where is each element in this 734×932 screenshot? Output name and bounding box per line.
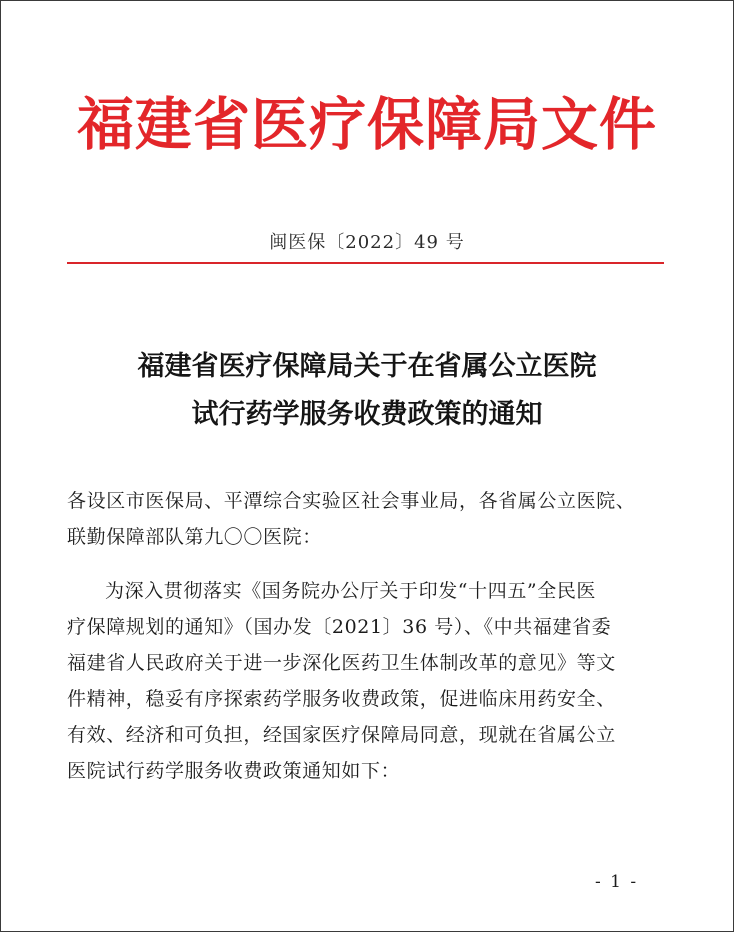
salutation xyxy=(67,483,667,555)
page-number: - 1 - xyxy=(595,872,639,892)
document-title xyxy=(1,343,733,439)
salutation-line-1: 各设区市医保局、平潭综合实验区社会事业局，各省属公立医院、 xyxy=(67,490,636,512)
body-line-4: 件精神，稳妥有序探索药学服务收费政策，促进临床用药安全、 xyxy=(67,688,616,710)
salutation-line-2: 联勤保障部队第九〇〇医院： xyxy=(67,526,322,548)
red-divider-line xyxy=(67,262,664,264)
document-title-line-2: 试行药学服务收费政策的通知 xyxy=(191,399,543,430)
document-header-title: 福建省医疗保障局文件 xyxy=(77,91,657,158)
body-line-1: 为深入贯彻落实《国务院办公厅关于印发“十四五”全民医 xyxy=(105,580,597,602)
body-line-6: 医院试行药学服务收费政策通知如下： xyxy=(67,760,401,782)
body-line-5: 有效、经济和可负担，经国家医疗保障局同意，现就在省属公立 xyxy=(67,724,616,746)
body-paragraph xyxy=(67,573,667,789)
document-title-line-1: 福建省医疗保障局关于在省属公立医院 xyxy=(137,351,597,382)
body-line-3: 福建省人民政府关于进一步深化医药卫生体制改革的意见》等文 xyxy=(67,652,616,674)
body-line-2: 疗保障规划的通知》（国办发〔2021〕36 号）、《中共福建省委 xyxy=(67,616,612,638)
document-number: 闽医保〔2022〕49 号 xyxy=(269,232,465,253)
